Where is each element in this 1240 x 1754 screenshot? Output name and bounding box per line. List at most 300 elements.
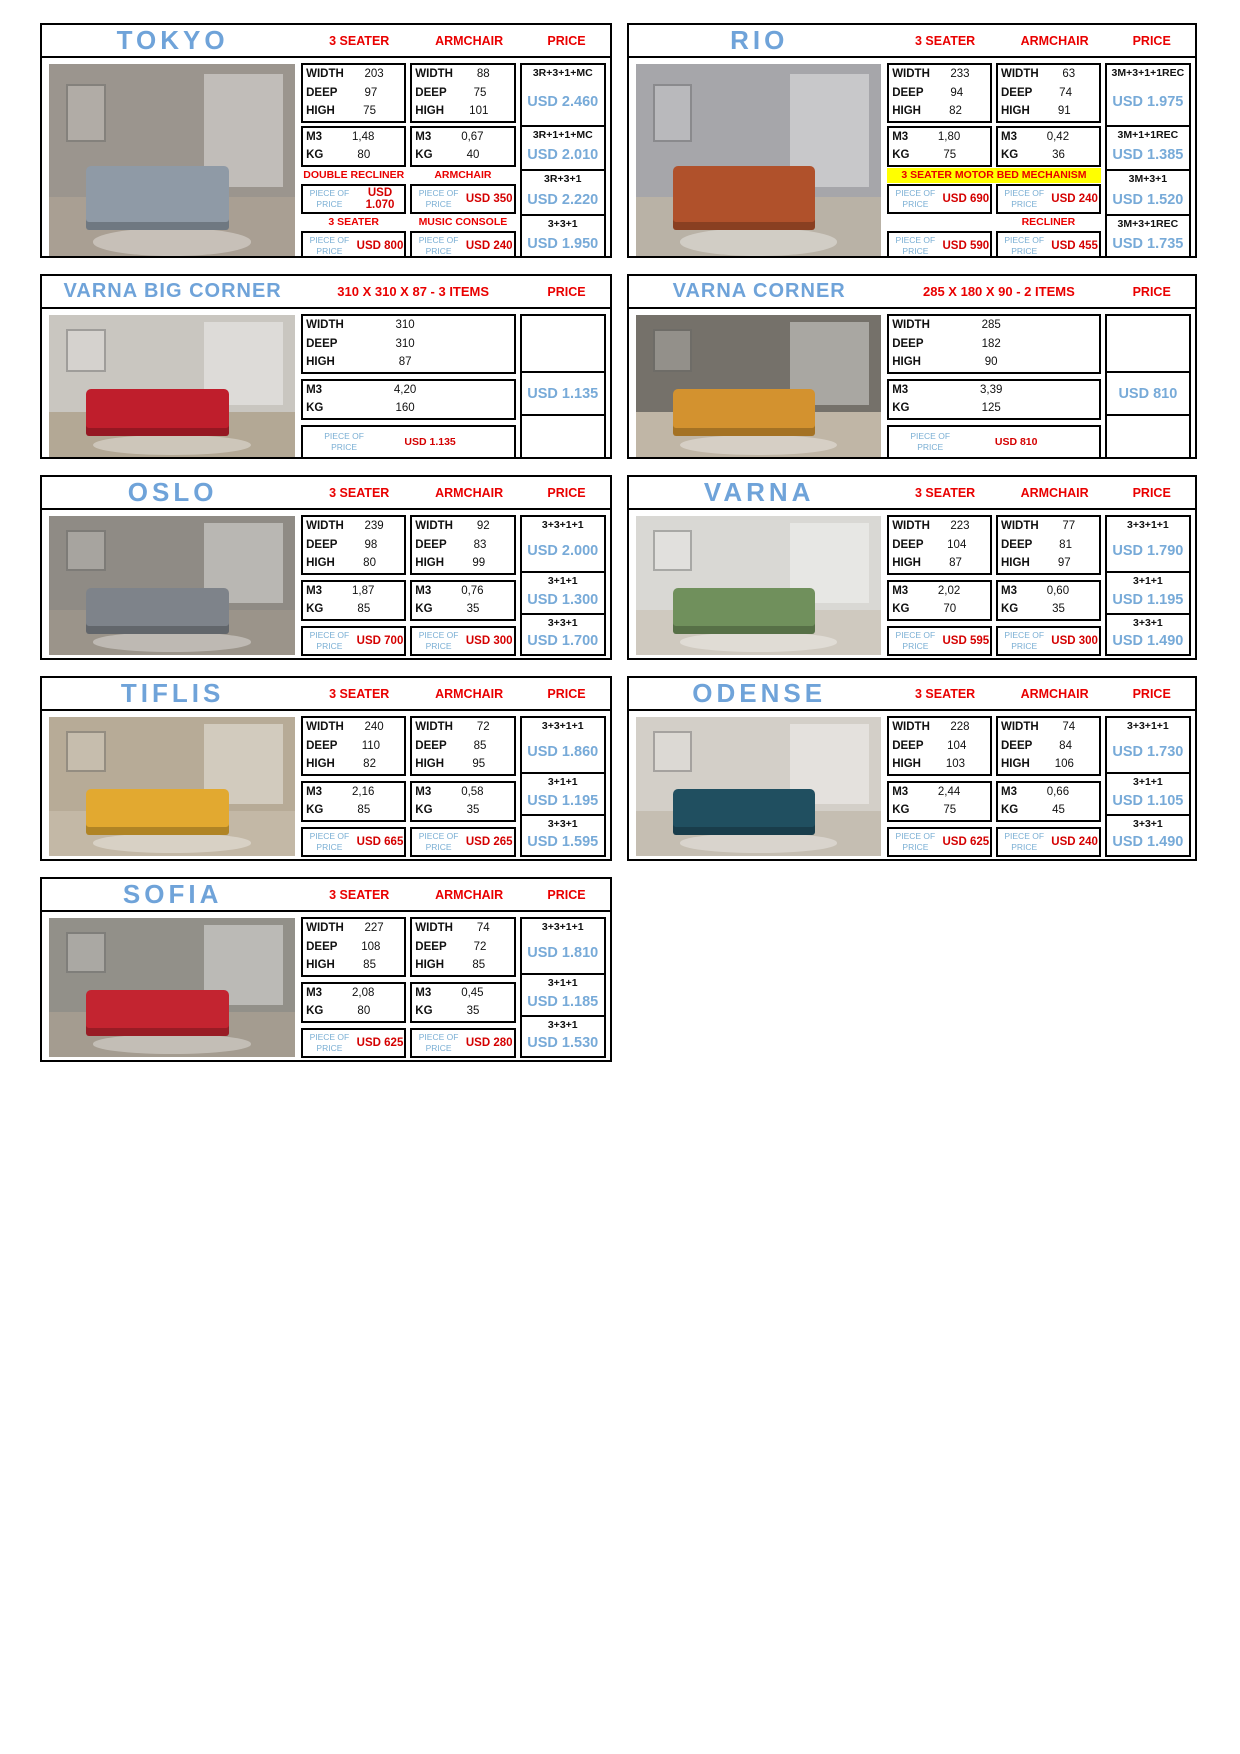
photo-placeholder	[636, 717, 881, 856]
armchair-volume-table	[410, 982, 515, 1023]
piece-of-price-label: PIECE OF PRICE	[895, 187, 936, 209]
column-header-price: PRICE	[1132, 284, 1171, 299]
price-value: USD 1.735	[1112, 236, 1184, 253]
piece-price-value: USD 240	[1051, 835, 1098, 848]
dim-value: 240	[364, 721, 384, 733]
sofa-illustration	[86, 990, 229, 1036]
photo-decor	[93, 228, 251, 255]
dim-value: 3,39	[979, 383, 1003, 396]
piece-of-price-label: PIECE OF PRICE	[324, 430, 364, 452]
configuration-label: 3+1+1	[547, 775, 578, 788]
column-header-price: PRICE	[1132, 485, 1171, 500]
product-card-odense	[627, 676, 1197, 861]
configuration-label: 3+1+1	[547, 574, 578, 587]
column-header-price: PRICE	[1132, 686, 1171, 701]
dim-value: 36	[1052, 149, 1065, 161]
configuration-label: 3+1+1	[1132, 775, 1163, 788]
dim-label: DEEP	[306, 538, 338, 551]
dimensions-row	[301, 917, 515, 977]
dim-label: KG	[415, 804, 433, 816]
dim-value: 87	[949, 557, 962, 569]
piece-price-value: USD 1.135	[404, 435, 456, 448]
dim-value: 72	[476, 721, 490, 733]
price-cell	[520, 814, 606, 857]
price-cell	[1105, 214, 1191, 258]
dim-label: HIGH	[892, 356, 921, 368]
spec-columns	[299, 314, 519, 459]
configuration-label: 3+3+1	[547, 217, 578, 230]
spec-columns	[299, 917, 519, 1058]
dim-label: HIGH	[1001, 105, 1030, 117]
sofa-illustration	[86, 588, 229, 634]
price-value: USD 1.975	[1112, 93, 1184, 110]
dim-label: WIDTH	[1001, 68, 1039, 80]
seater-dimensions-table	[301, 917, 406, 977]
piece-of-price-label: PIECE OF PRICE	[895, 830, 936, 852]
column-header-3seater: 3 SEATER	[329, 485, 390, 500]
sofa-illustration	[86, 166, 229, 231]
dim-value: 45	[1052, 804, 1065, 816]
piece-price-value: USD 810	[994, 435, 1038, 448]
configuration-label: 3+1+1	[1132, 574, 1163, 587]
sofa-illustration	[86, 789, 229, 835]
piece-of-price-label: PIECE OF PRICE	[309, 629, 350, 651]
dim-value: 108	[361, 940, 381, 953]
product-title: VARNA BIG CORNER	[63, 280, 282, 302]
armchair-piece-price	[996, 184, 1101, 214]
spec-columns	[885, 716, 1105, 857]
product-photo	[635, 63, 885, 258]
configuration-label: 3R+3+1	[544, 173, 582, 186]
seater-volume-table	[301, 781, 406, 822]
column-header-price: PRICE	[547, 284, 586, 299]
dim-value: 75	[943, 804, 957, 816]
piece-price-value: USD 700	[356, 634, 404, 647]
dim-label: HIGH	[892, 105, 921, 117]
seater-piece-price	[301, 626, 406, 656]
seater-piece-price	[887, 184, 992, 214]
dimensions-row	[301, 716, 515, 776]
configuration-label: 3R+1+1+MC	[532, 128, 593, 141]
sub-labels-row	[887, 214, 1101, 231]
card-body	[42, 58, 610, 258]
price-value: USD 2.010	[527, 146, 599, 163]
dim-value: 85	[472, 959, 486, 971]
spec-columns	[885, 63, 1105, 258]
photo-placeholder	[49, 64, 295, 258]
price-value: USD 1.490	[1112, 834, 1184, 851]
photo-decor	[680, 435, 837, 455]
corner-volume-table	[301, 379, 515, 420]
armchair-piece-price	[996, 231, 1101, 259]
dim-value: 0,45	[461, 986, 484, 999]
price-column	[520, 314, 606, 459]
price-cell	[520, 214, 606, 258]
volume-row	[887, 580, 1101, 621]
spec-columns	[885, 314, 1105, 459]
sub-label: RECLINER	[1021, 215, 1076, 228]
armchair-piece-price	[410, 827, 515, 857]
price-value: USD 1.700	[527, 633, 599, 650]
seater-piece-price	[887, 827, 992, 857]
dim-label: WIDTH	[415, 68, 453, 80]
price-value: USD 1.790	[1112, 542, 1184, 559]
spec-columns	[299, 515, 519, 656]
piece-of-price-label: PIECE OF PRICE	[1004, 187, 1045, 209]
product-title: RIO	[730, 25, 789, 55]
card-body	[42, 912, 610, 1062]
photo-decor	[93, 833, 251, 852]
seater-volume-table	[301, 982, 406, 1023]
dim-label: WIDTH	[415, 922, 453, 934]
photo-decor	[66, 84, 105, 143]
dim-label: DEEP	[1001, 538, 1033, 551]
price-cell	[520, 371, 606, 416]
price-value: USD 1.300	[527, 591, 599, 608]
product-title: OSLO	[127, 477, 218, 507]
configuration-label: 3+3+1+1	[1127, 519, 1169, 531]
photo-placeholder	[636, 315, 881, 458]
price-value: USD 1.195	[527, 792, 599, 809]
piece-of-price-label: PIECE OF PRICE	[418, 1031, 459, 1053]
dim-value: 110	[361, 739, 381, 752]
volume-row	[301, 982, 515, 1023]
photo-decor	[680, 833, 837, 852]
card-body	[42, 510, 610, 660]
dim-value: 85	[357, 603, 371, 615]
dim-label: M3	[892, 130, 909, 143]
card-header	[42, 879, 610, 912]
column-header-3seater: 3 SEATER	[915, 485, 976, 500]
seater-dimensions-table	[301, 515, 406, 575]
price-value: USD 2.460	[527, 93, 599, 110]
configuration-label: 3+3+1	[547, 616, 578, 629]
dim-value: 75	[943, 149, 957, 161]
column-header-3seater: 3 SEATER	[329, 887, 390, 902]
dim-value: 80	[363, 557, 376, 569]
dim-label: KG	[892, 804, 910, 816]
dim-value: 70	[943, 603, 957, 615]
dim-label: M3	[306, 383, 323, 396]
dim-label: KG	[306, 1005, 324, 1017]
dim-label: M3	[892, 785, 909, 798]
product-card-varna-corner	[627, 274, 1197, 459]
dim-label: HIGH	[892, 557, 921, 569]
dim-value: 85	[357, 804, 371, 816]
price-value: USD 1.490	[1112, 633, 1184, 650]
product-card-oslo	[40, 475, 612, 660]
dim-value: 92	[476, 520, 490, 532]
dim-value: 35	[466, 603, 480, 615]
dim-label: HIGH	[306, 356, 335, 368]
dim-label: DEEP	[306, 739, 338, 752]
dim-label: M3	[306, 785, 323, 798]
photo-placeholder	[636, 64, 881, 258]
price-value: USD 810	[1118, 385, 1178, 402]
dim-label: WIDTH	[1001, 520, 1039, 532]
dim-value: 104	[947, 538, 967, 551]
price-cell	[1105, 371, 1191, 416]
dim-value: 106	[1054, 758, 1074, 770]
dim-label: KG	[415, 1005, 433, 1017]
piece-price-value: USD 300	[465, 634, 513, 647]
dim-label: WIDTH	[306, 922, 344, 934]
size-subtitle: 285 X 180 X 90 - 2 ITEMS	[923, 284, 1075, 299]
photo-decor	[93, 1034, 251, 1053]
dim-value: 84	[1059, 739, 1072, 752]
volume-row	[887, 781, 1101, 822]
dim-value: 74	[1059, 86, 1072, 99]
dim-label: M3	[306, 130, 323, 143]
dim-label: HIGH	[306, 758, 335, 770]
product-title: TIFLIS	[120, 678, 225, 708]
configuration-label: 3+3+1+1	[1127, 720, 1169, 732]
dim-value: 35	[466, 804, 480, 816]
card-body	[629, 58, 1195, 258]
piece-price-value: USD 590	[942, 239, 990, 252]
dim-label: DEEP	[306, 337, 338, 350]
product-photo	[635, 515, 885, 656]
price-column	[1105, 314, 1191, 459]
configuration-label: 3+3+1+1	[541, 921, 584, 933]
dim-value: 80	[357, 1005, 371, 1017]
dim-value: 94	[950, 86, 964, 99]
dim-value: 90	[984, 356, 998, 368]
seater-piece-price	[301, 231, 406, 259]
dim-label: KG	[1001, 603, 1019, 615]
dim-label: HIGH	[415, 557, 445, 569]
product-title: VARNA CORNER	[672, 280, 846, 302]
product-photo	[635, 314, 885, 459]
column-header-price: PRICE	[547, 33, 586, 48]
price-cell	[1105, 414, 1191, 458]
photo-decor	[653, 731, 692, 773]
dim-value: 0,42	[1046, 130, 1070, 143]
spec-columns	[885, 515, 1105, 656]
piece-price-value: USD 455	[1051, 239, 1098, 252]
armchair-piece-price	[410, 231, 515, 259]
price-cell	[520, 716, 606, 774]
dim-label: M3	[415, 584, 432, 597]
price-cell	[520, 414, 606, 458]
price-value: USD 1.135	[527, 385, 599, 402]
dim-value: 82	[949, 105, 962, 117]
price-cell	[520, 917, 606, 975]
dim-label: HIGH	[306, 105, 335, 117]
piece-price-value: USD 240	[465, 239, 513, 252]
column-header-armchair: ARMCHAIR	[1020, 485, 1089, 500]
spec-columns	[299, 63, 519, 258]
dim-label: DEEP	[306, 86, 338, 99]
dim-label: KG	[306, 402, 324, 414]
price-column	[1105, 63, 1191, 258]
piece-of-price-label: PIECE OF PRICE	[1004, 830, 1045, 852]
price-cell	[1105, 814, 1191, 857]
dim-value: 233	[950, 68, 970, 80]
piece-of-price-label: PIECE OF PRICE	[418, 629, 459, 651]
configuration-label: 3+1+1	[547, 976, 578, 989]
price-cell	[1105, 716, 1191, 774]
price-cell	[1105, 772, 1191, 816]
column-header-3seater: 3 SEATER	[329, 686, 390, 701]
piece-price-value: USD 595	[942, 634, 990, 647]
armchair-piece-price	[410, 626, 515, 656]
price-cell	[1105, 169, 1191, 216]
seater-dimensions-table	[887, 515, 992, 575]
dim-value: 99	[472, 557, 486, 569]
product-photo	[48, 515, 299, 656]
dim-value: 97	[1057, 557, 1071, 569]
dimensions-row	[887, 63, 1101, 123]
price-cell	[520, 169, 606, 216]
dim-value: 74	[1062, 721, 1076, 733]
price-value: USD 1.105	[1112, 792, 1184, 809]
piece-price-row	[887, 827, 1101, 857]
dim-label: WIDTH	[306, 68, 344, 80]
piece-of-price-label: PIECE OF PRICE	[418, 830, 459, 852]
dim-label: DEEP	[892, 86, 924, 99]
card-header	[629, 25, 1195, 58]
price-value: USD 1.195	[1112, 591, 1184, 608]
photo-placeholder	[49, 516, 295, 655]
dim-value: 0,58	[461, 785, 484, 798]
column-header-armchair: ARMCHAIR	[435, 485, 504, 500]
piece-of-price-label: PIECE OF PRICE	[309, 1031, 350, 1053]
seater-piece-price	[887, 231, 992, 259]
price-value: USD 1.530	[527, 1035, 599, 1052]
piece-price-row	[887, 184, 1101, 214]
column-header-price: PRICE	[547, 686, 586, 701]
piece-of-price-label: PIECE OF PRICE	[910, 430, 951, 452]
piece-of-price-label: PIECE OF PRICE	[895, 629, 936, 651]
configuration-label: 3+3+1	[1132, 817, 1163, 830]
photo-placeholder	[636, 516, 881, 655]
price-column	[520, 917, 606, 1058]
dim-value: 1,48	[351, 130, 375, 143]
product-title: VARNA	[703, 477, 815, 507]
photo-placeholder	[49, 918, 295, 1057]
piece-of-price-label: PIECE OF PRICE	[1004, 234, 1045, 256]
product-photo	[48, 716, 299, 857]
card-grid	[40, 23, 1240, 1062]
card-header	[629, 477, 1195, 510]
piece-of-price-label: PIECE OF PRICE	[418, 187, 459, 209]
dim-label: WIDTH	[1001, 721, 1039, 733]
dim-label: DEEP	[1001, 739, 1033, 752]
price-cell	[1105, 613, 1191, 656]
price-cell	[1105, 571, 1191, 615]
price-cell	[520, 515, 606, 573]
dim-label: KG	[306, 804, 324, 816]
piece-price-row	[301, 827, 515, 857]
sub-label: MUSIC CONSOLE	[418, 215, 508, 228]
photo-decor	[680, 228, 837, 255]
dim-value: 83	[473, 538, 487, 551]
column-header-price: PRICE	[547, 485, 586, 500]
dim-label: HIGH	[306, 557, 335, 569]
photo-decor	[66, 329, 105, 372]
seater-dimensions-table	[301, 63, 406, 123]
dim-value: 1,80	[937, 130, 961, 143]
dim-value: 160	[395, 402, 415, 414]
dim-label: M3	[306, 584, 323, 597]
seater-volume-table	[301, 126, 406, 167]
dim-label: WIDTH	[306, 721, 344, 733]
corner-dimensions-table	[301, 314, 515, 374]
armchair-volume-table	[996, 781, 1101, 822]
price-value: USD 1.185	[527, 993, 599, 1010]
card-body	[629, 510, 1195, 660]
piece-price-value: USD 300	[1051, 634, 1098, 647]
dim-label: M3	[415, 986, 432, 999]
dim-label: M3	[306, 986, 323, 999]
armchair-dimensions-table	[996, 515, 1101, 575]
dim-label: WIDTH	[306, 520, 344, 532]
corner-piece-price	[887, 425, 1101, 459]
product-card-tokyo	[40, 23, 612, 258]
product-card-sofia	[40, 877, 612, 1062]
piece-of-price-label: PIECE OF PRICE	[1004, 629, 1045, 651]
product-photo	[635, 716, 885, 857]
dim-value: 227	[364, 922, 384, 934]
card-header	[42, 678, 610, 711]
dim-label: KG	[892, 603, 910, 615]
armchair-volume-table	[996, 580, 1101, 621]
column-header-armchair: ARMCHAIR	[1020, 33, 1089, 48]
price-cell	[1105, 515, 1191, 573]
piece-price-value: USD 625	[942, 835, 990, 848]
dim-label: M3	[415, 130, 432, 143]
dim-label: HIGH	[415, 758, 445, 770]
dim-label: M3	[1001, 785, 1017, 798]
seater-volume-table	[887, 781, 992, 822]
dim-label: DEEP	[892, 739, 924, 752]
dim-value: 77	[1062, 520, 1076, 532]
sofa-illustration	[673, 789, 815, 835]
armchair-piece-price	[410, 184, 515, 214]
dim-value: 91	[1057, 105, 1071, 117]
sub-label: ARMCHAIR	[434, 168, 492, 181]
dim-value: 310	[395, 337, 415, 350]
price-cell	[520, 973, 606, 1017]
photo-decor	[653, 329, 692, 372]
volume-row	[301, 126, 515, 167]
dim-value: 223	[950, 520, 970, 532]
product-card-varna	[627, 475, 1197, 660]
dim-label: KG	[415, 603, 433, 615]
configuration-label: 3M+3+1+1REC	[1111, 67, 1185, 79]
armchair-piece-price	[410, 1028, 515, 1058]
dim-label: KG	[892, 402, 910, 414]
seater-volume-table	[887, 126, 992, 167]
dim-value: 2,02	[937, 584, 961, 597]
photo-placeholder	[49, 315, 295, 458]
piece-price-value: USD 690	[942, 192, 990, 205]
price-value: USD 1.520	[1112, 191, 1184, 208]
price-value: USD 2.000	[527, 542, 599, 559]
dim-label: WIDTH	[892, 68, 930, 80]
dim-value: 2,44	[937, 785, 961, 798]
dim-label: KG	[892, 149, 910, 161]
column-header-3seater: 3 SEATER	[915, 686, 976, 701]
dim-label: DEEP	[415, 940, 447, 953]
armchair-volume-table	[410, 781, 515, 822]
price-cell	[520, 314, 606, 373]
corner-volume-table	[887, 379, 1101, 420]
dim-value: 104	[947, 739, 967, 752]
dim-label: KG	[1001, 149, 1019, 161]
price-cell	[520, 613, 606, 656]
